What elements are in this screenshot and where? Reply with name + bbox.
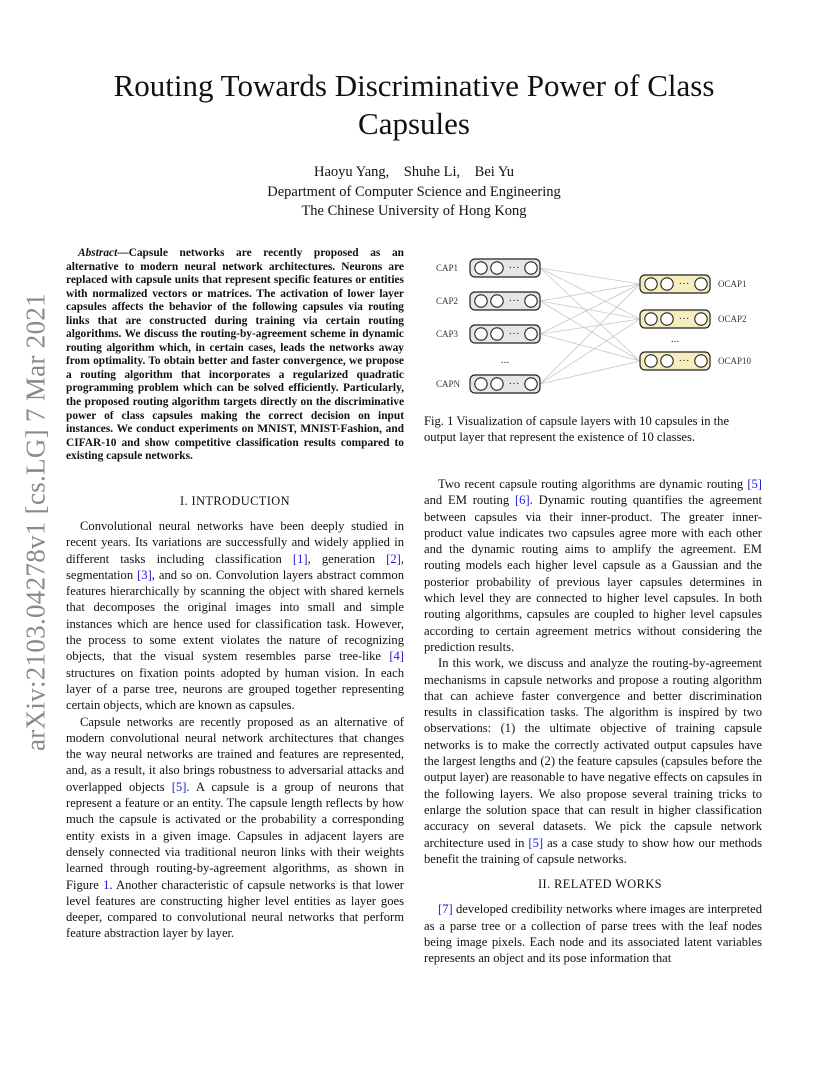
neuron-circle [491,378,503,390]
text-run: Convolutional neural networks have been deeply studied in recent years. Its variations are successfully and widely applied in different tasks including classification [66,519,404,566]
output-capsule-label: OCAP10 [718,356,752,366]
neuron-circle [661,313,673,325]
output-ellipsis: ... [670,333,680,345]
output-capsule [640,352,710,370]
citation-link[interactable]: [7] [438,902,453,917]
output-capsule [640,275,710,293]
input-capsule-label: CAP3 [436,329,459,339]
text-run: , and so on. Convolution layers abstract common features hierarchically by scanning the object with shared kernels that decomposes the original images into small and simple instances which are hence used for classification task. However, the process to some extent violates the nature of recognizing objects, that the visual system resembles parse tree-like [66,567,404,664]
neuron-ellipsis: ··· [678,278,690,290]
neuron-circle [695,313,707,325]
routing-link [540,361,640,384]
citation-link[interactable]: [2] [386,551,401,566]
neuron-circle [695,278,707,290]
text-run: . A capsule is a group of neurons that represent a feature or an entity. The capsule length reflects by how much the capsule is activated or the probability a corresponding entity exists in a given image. Capsules in adjacent layers are densely connected via traditional neuron links with their weights learned through routing-by-agreement algorithms, as shown in Figure [66,779,405,892]
figure-caption: Fig. 1 Visualization of capsule layers with 10 capsules in the output layer that represent the existence of 10 classes. [424,414,730,445]
intro-heading-wrap [66,494,404,509]
author-department: Department of Computer Science and Engineering [267,183,561,200]
citation-link[interactable]: [6] [514,493,530,508]
routing-link [540,284,640,384]
input-capsule [470,292,540,310]
output-capsule-label: OCAP1 [718,279,747,289]
neuron-circle [525,295,537,307]
neuron-ellipsis: ··· [508,378,520,390]
neuron-circle [475,295,487,307]
citation-link[interactable]: [5] [747,477,762,491]
input-capsule-label: CAP1 [436,263,459,273]
right-paragraph-1 [424,476,762,655]
arxiv-stamp [18,292,54,752]
neuron-circle [491,295,503,307]
right-paragraph-2 [424,655,762,867]
input-capsule [470,259,540,277]
neuron-circle [475,328,487,340]
introduction-body [66,518,404,942]
neuron-circle [525,262,537,274]
text-run: and EM routing [424,493,515,508]
neuron-circle [475,262,487,274]
neuron-circle [695,355,707,367]
neuron-circle [661,355,673,367]
abstract-text: —Capsule networks are recently proposed as an alternative to modern neural network architectures. Neurons are replaced with capsule units that represent specific features or entities with normalized vectors or matrices. The activation of lower layer capsules affects the behavior of the following capsules via routing links that are constructed during training via certain routing algorithms. We discuss the routing-by-agreement scheme in dynamic routing algorithm which, in certain cases, leads the networks away from optimality. To obtain better and faster convergence, we propose a routing algorithm that incorporates a regularized quadratic programming problem which can be solved efficiently. Particularly, the proposed routing algorithm targets directly on the discriminative power of class capsules making the correct decision on input instances. We conduct experiments on MNIST, MNIST-Fashion, and CIFAR-10 and show competitive classification results compared to existing capsule networks. [66,247,404,463]
paper-title: Routing Towards Discriminative Power of Class Capsules [113,68,715,141]
neuron-circle [525,328,537,340]
input-capsule-label: CAP2 [436,296,459,306]
figure-link[interactable]: 1 [103,877,110,892]
author-university: The Chinese University of Hong Kong [301,203,527,219]
abstract-label: Abstract [78,247,118,259]
intro-paragraph-1 [66,518,404,714]
output-capsule-label: OCAP2 [718,314,747,324]
input-capsule [470,375,540,393]
neuron-circle [475,378,487,390]
author-block [80,163,748,222]
arxiv-id: arXiv:2103.04278v1 [cs.LG] 7 Mar 2021 [20,292,51,752]
neuron-ellipsis: ··· [678,313,690,325]
related-paragraph-1 [424,901,762,966]
routing-links [540,268,640,384]
capsule-figure [424,250,774,400]
neuron-ellipsis: ··· [508,262,520,274]
neuron-circle [645,355,657,367]
neuron-circle [525,378,537,390]
text-run: . Another characteristic of capsule networks is that lower level features are constructing higher level entities as layer goes deeper, compared to convolutional neural networks that perform feature abstraction layer by layer. [66,877,404,941]
text-run: developed credibility networks where images are interpreted as a parse tree or a collection of parse trees with the leaf nodes being image pixels. Each node and its associated latent variables represents an object and its pose information that [424,902,762,966]
right-column-body [424,476,762,967]
author-names: Haoyu Yang, Shuhe Li, Bei Yu [313,164,515,180]
neuron-circle [645,278,657,290]
text-run: structures on fixation points adopted by human vision. In each layer of a parse tree, neurons are grouped together representing certain objects, which are known as capsules. [66,665,404,713]
citation-link[interactable]: [1] [292,551,308,566]
neuron-circle [645,313,657,325]
neuron-circle [661,278,673,290]
neuron-ellipsis: ··· [508,295,520,307]
text-run: , generation [307,551,387,566]
text-run: Capsule networks are recently proposed as an alternative of modern convolutional neural network architectures that changes the way neural networks are trained and features are represented, and, as a result, it also brings robustness to adversarial attacks and overlapped objects [66,714,404,794]
input-capsule-label: CAPN [436,379,461,389]
neuron-ellipsis: ··· [508,328,520,340]
text-run: In this work, we discuss and analyze the routing-by-agreement mechanisms in capsule networks and propose a routing algorithm that can achieve faster convergence and better discrimination results in classification tasks. The algorithm is inspired by two observations: (1) the ultimate objective of training capsule networks is to make the correctly activated output capsules have the largest lengths and (2) the feature capsules (capsules before the output layer) are reasonable to have negative effects on capsules in the following layers. We also propose several training tricks to enlarge the solution space that can result in higher classification accuracy on several datasets. We pick the capsule network architecture used in [424,656,762,850]
output-capsule [640,310,710,328]
text-run: . Dynamic routing quantifies the agreement between capsules via their inner-product. The greater inner-product value indicates two capsules agree more with each other and the dynamic routing aims to amplify the agreement. EM routing models each higher level capsule as a Gaussian and the posterior probability of previous layer capsules determines in which level they are connected to higher level capsules. In both routing algorithms, capsules are coupled to higher level capsules according to certain agreement metrics without considering the prediction results. [424,493,763,654]
neuron-ellipsis: ··· [678,355,690,367]
citation-link[interactable]: [3] [137,567,152,582]
citation-link[interactable]: [5] [528,835,544,850]
input-ellipsis: ... [500,354,510,366]
text-run: Two recent capsule routing algorithms are dynamic routing [438,477,748,491]
routing-link [540,319,640,384]
neuron-circle [491,262,503,274]
abstract [66,247,404,464]
neuron-circle [491,328,503,340]
input-capsule [470,325,540,343]
section-heading-introduction: I. INTRODUCTION [180,494,290,508]
text-run: , segmentation [66,551,404,582]
section-heading-related-works: II. RELATED WORKS [538,877,662,892]
intro-paragraph-2 [66,714,404,942]
text-run: as a case study to show how our methods benefit the training of capsule networks. [424,835,762,866]
citation-link[interactable]: [5] [171,779,187,794]
citation-link[interactable]: [4] [389,649,404,664]
